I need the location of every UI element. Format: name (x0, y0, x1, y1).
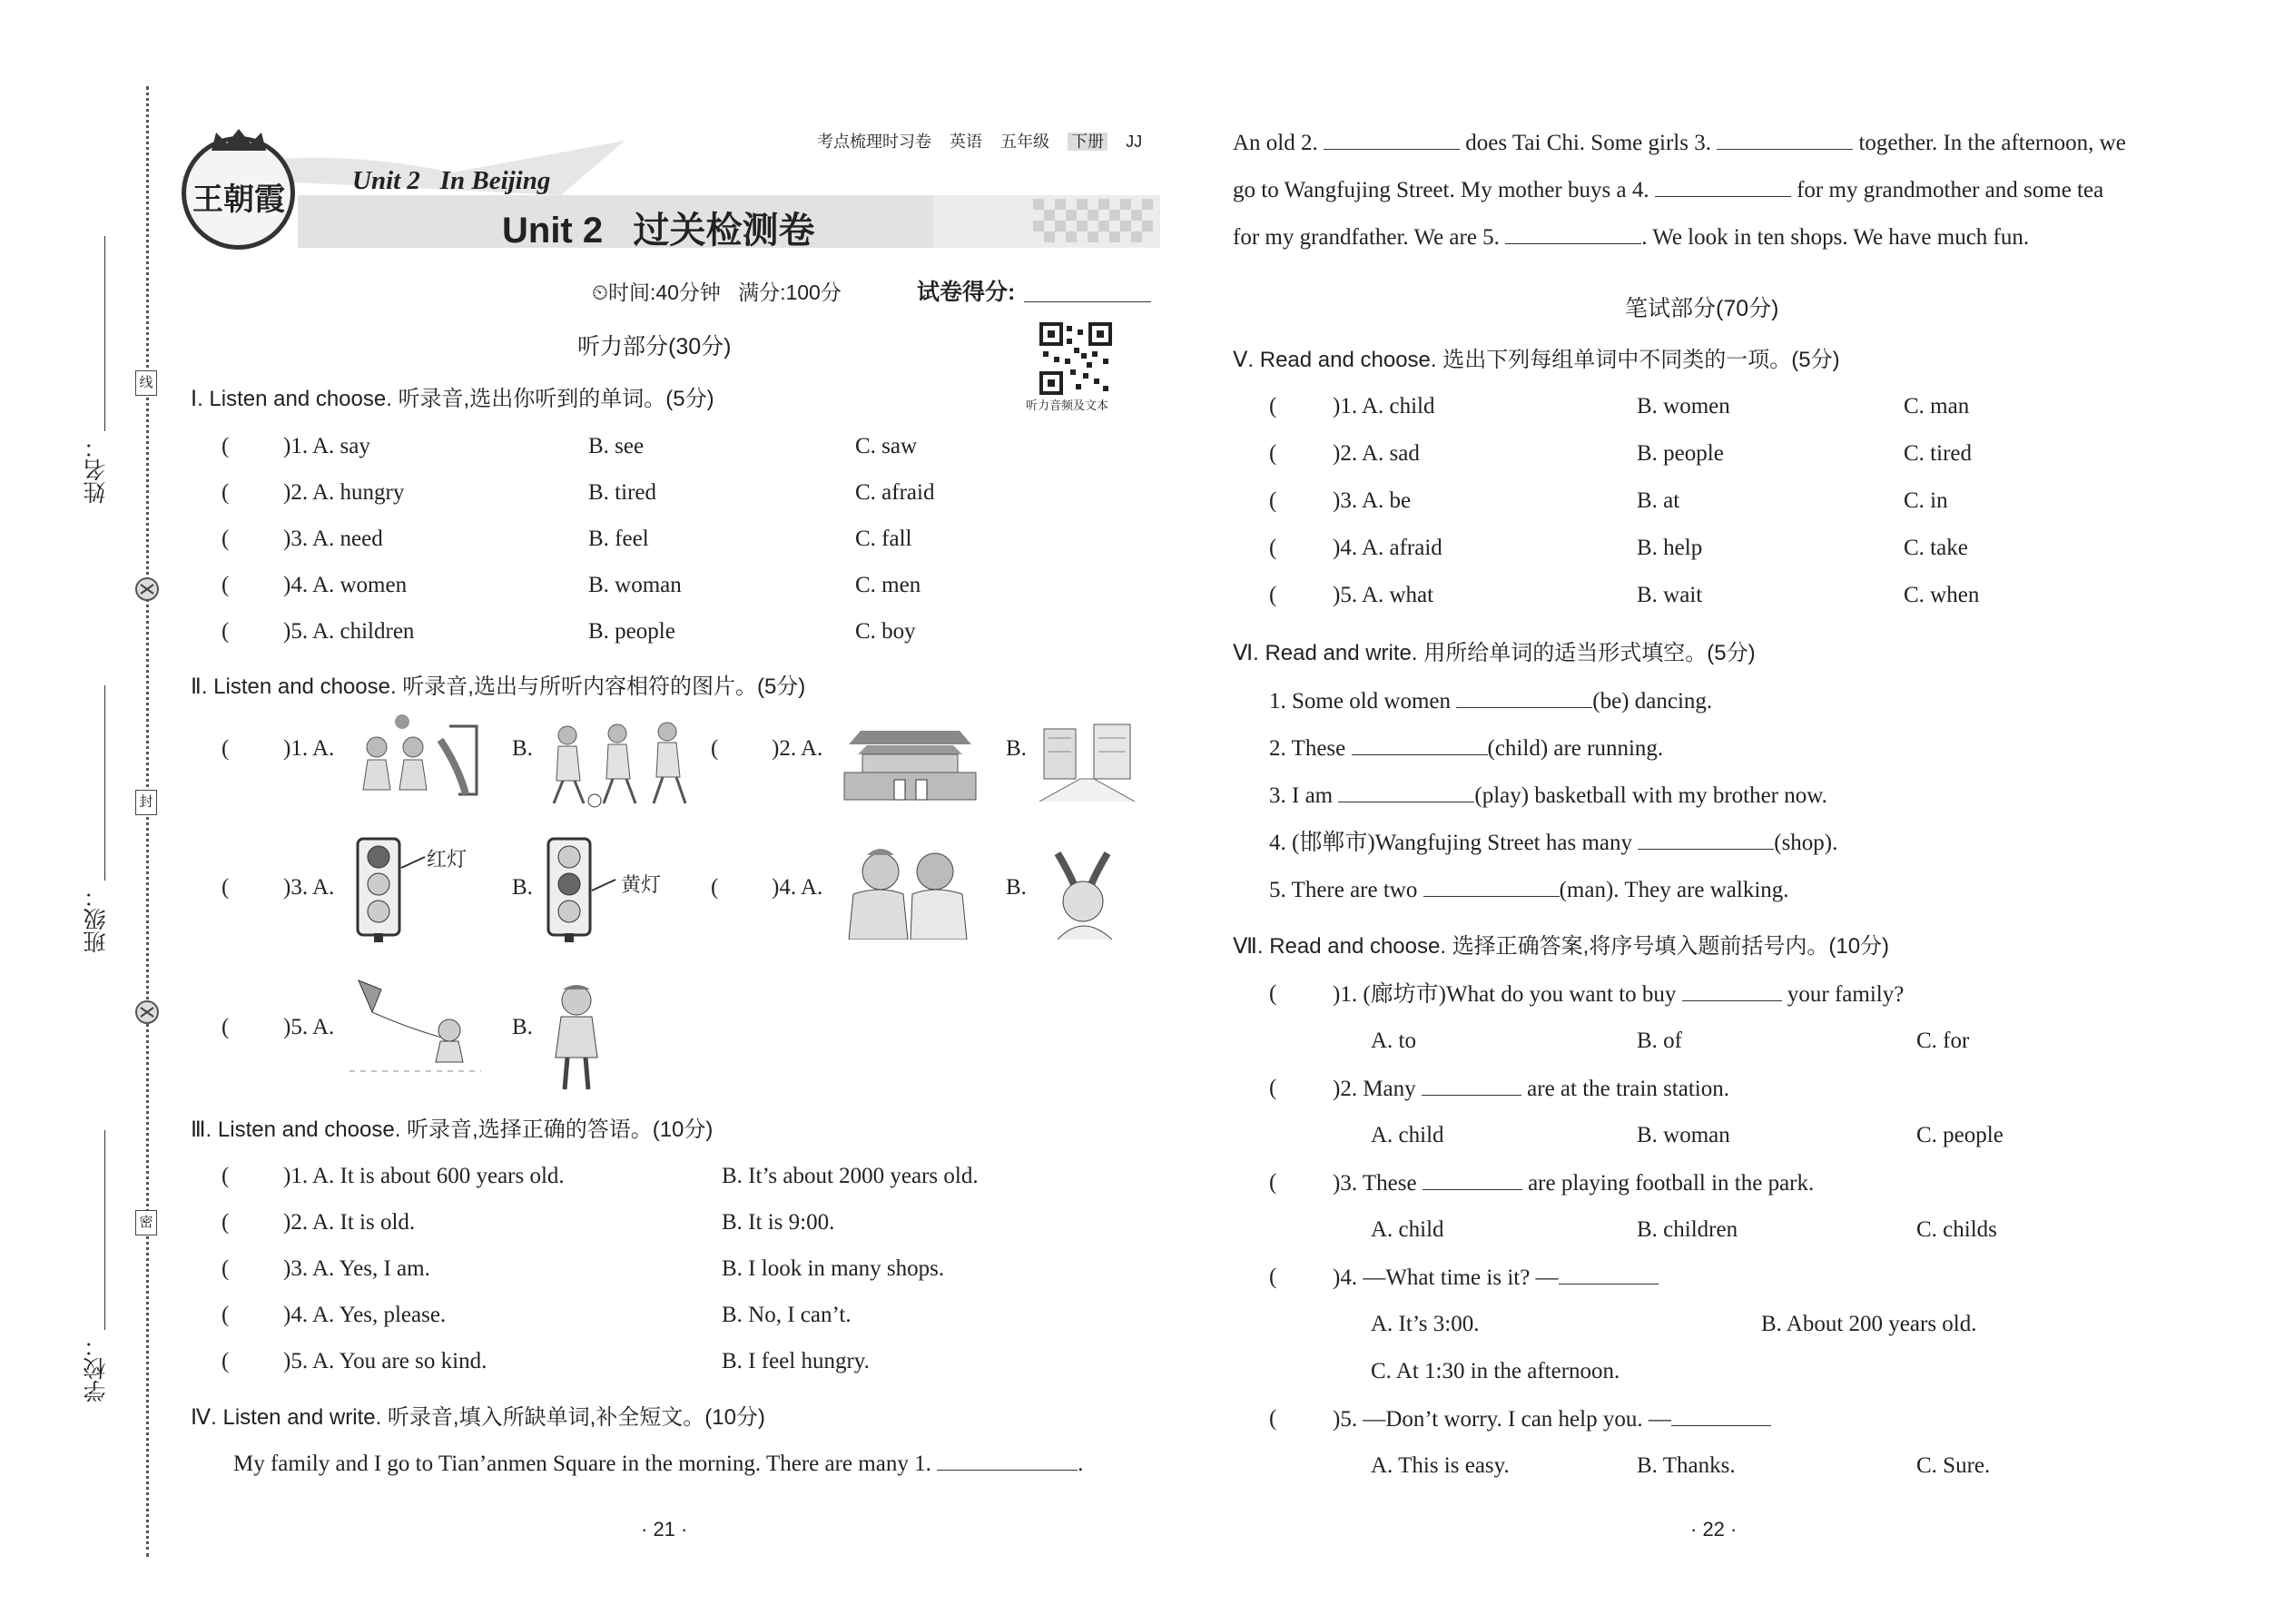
list-item: B. help (1637, 536, 1703, 560)
section2-title: Ⅱ. Listen and choose. 听录音,选出与所听内容相符的图片。(5分) (191, 674, 806, 699)
list-item: C. when (1904, 583, 1980, 607)
list-item: C. fall (855, 527, 912, 551)
list-item: )1. A. say (283, 434, 370, 458)
class-line (104, 685, 105, 881)
fill-item (1269, 829, 1837, 857)
option-c: C. Sure. (1916, 1453, 1991, 1478)
blank-field[interactable] (1456, 687, 1592, 708)
blank-field[interactable] (1505, 223, 1641, 244)
page-number-right: · 22 · (1690, 1518, 1738, 1540)
list-item: B. at (1637, 488, 1680, 513)
list-item: C. man (1904, 394, 1970, 418)
blank-field[interactable] (1324, 129, 1460, 150)
tiananmen-picture (840, 722, 980, 803)
question-stem: your family? (1787, 982, 1905, 1007)
option-c: C. for (1916, 1029, 1970, 1053)
binding-marker-mi: 密 (135, 1210, 157, 1235)
question-text (1333, 1264, 1659, 1292)
fill-item-text: (shop). (1774, 831, 1838, 855)
list-item: )2. A. It is old. (283, 1210, 416, 1235)
passage-text: does Tai Chi. Some girls 3. (1465, 131, 1711, 155)
question-stem: )5. —Don’t worry. I can help you. — (1333, 1407, 1671, 1432)
list-item: )5. A. children (283, 619, 415, 644)
answer-bracket[interactable]: ( (222, 1015, 230, 1039)
answer-bracket[interactable]: ( (222, 1164, 230, 1188)
scissors-icon (133, 999, 161, 1026)
passage-line (1233, 129, 2126, 157)
section6-title: Ⅵ. Read and write. 用所给单词的适当形式填空。(5分) (1233, 641, 1756, 665)
fill-item-text: (be) dancing. (1592, 689, 1713, 714)
passage-text: An old 2. (1233, 131, 1318, 155)
score-label: 试卷得分: (917, 280, 1016, 305)
name-label: 姓名： (84, 436, 109, 504)
answer-bracket[interactable]: ( (1269, 1406, 1277, 1431)
option-b: B. About 200 years old. (1761, 1312, 1977, 1336)
book-tag: 下册 (1068, 133, 1108, 151)
pointer-line-icon (590, 876, 617, 894)
fill-item-text: (play) basketball with my brother now. (1474, 783, 1827, 808)
passage-text: go to Wangfujing Street. My mother buys a 4. (1233, 178, 1649, 202)
question-stem: )4. —What time is it? — (1333, 1265, 1559, 1290)
blank-field[interactable] (1338, 782, 1474, 802)
option-c: C. people (1916, 1123, 2004, 1147)
fill-item-text: 1. Some old women (1269, 689, 1451, 714)
list-item: C. afraid (855, 480, 935, 505)
binding-marker-feng: 封 (135, 790, 157, 815)
fill-item (1269, 687, 1712, 715)
two-people-picture (840, 844, 976, 940)
passage-text: My family and I go to Tian’anmen Square in the morning. There are many 1. (233, 1452, 931, 1476)
list-item: C. men (855, 573, 921, 597)
girl-standing-picture (545, 980, 608, 1094)
list-item: )5. A. what (1333, 583, 1434, 607)
book-tag: JJ (1126, 133, 1143, 151)
fill-item-text: (child) are running. (1487, 736, 1664, 761)
blank-field[interactable] (1638, 829, 1774, 850)
list-item: )3. A. Yes, I am. (283, 1256, 430, 1281)
section3-title: Ⅲ. Listen and choose. 听录音,选择正确的答语。(10分) (191, 1117, 714, 1142)
option-a: A. child (1371, 1217, 1444, 1242)
answer-bracket[interactable]: ( (1269, 536, 1277, 560)
list-item: )3. A. need (283, 527, 383, 551)
question-stem: )2. Many (1333, 1077, 1416, 1101)
answer-bracket[interactable]: ( (1269, 1076, 1277, 1100)
option-a: A. This is easy. (1371, 1453, 1510, 1478)
girl-flying-kite-picture (350, 976, 481, 1076)
option-b: B. children (1637, 1217, 1738, 1242)
option-b: B. Thanks. (1637, 1453, 1736, 1478)
question-text (1333, 1169, 1814, 1197)
answer-bracket[interactable]: ( (1269, 981, 1277, 1006)
fill-item-text: 2. These (1269, 736, 1346, 761)
passage-text: for my grandmother and some tea (1797, 178, 2104, 202)
list-item: B. I feel hungry. (722, 1349, 870, 1373)
list-item: C. tired (1904, 441, 1972, 466)
section7-title: Ⅶ. Read and choose. 选择正确答案,将序号填入题前括号内。(10分) (1233, 934, 1890, 959)
passage-text: together. In the afternoon, we (1858, 131, 2126, 155)
list-item: )5. A. You are so kind. (283, 1349, 487, 1373)
page-number-left: · 21 · (641, 1518, 688, 1540)
option-a: A. child (1371, 1123, 1444, 1147)
school-label: 学校： (84, 1334, 109, 1403)
logo-text: 王朝霞 (192, 183, 285, 217)
answer-bracket[interactable]: ( (222, 736, 230, 761)
option-label: B. (1006, 736, 1027, 761)
question-stem: )1. (廊坊市)What do you want to buy (1333, 982, 1677, 1007)
passage-line (1233, 223, 2029, 251)
list-item: B. women (1637, 394, 1730, 418)
list-item: C. boy (855, 619, 916, 644)
list-item: B. feel (588, 527, 649, 551)
page-title: Unit 2 过关检测卷 (502, 211, 815, 251)
question-text (1333, 1075, 1729, 1103)
list-item: C. saw (855, 434, 918, 458)
list-item: B. woman (588, 573, 682, 597)
option-label: )5. A. (283, 1015, 335, 1039)
rabbit-picture (1039, 849, 1130, 940)
answer-bracket[interactable]: ( (222, 573, 230, 597)
time-info: ⏲时间:40分钟 满分:100分 (592, 281, 842, 304)
list-item: )4. A. women (283, 573, 408, 597)
question-text (1333, 980, 1904, 1009)
option-label: )4. A. (772, 875, 823, 900)
list-item: )1. A. It is about 600 years old. (283, 1164, 565, 1188)
option-label: B. (512, 875, 533, 900)
option-b: B. woman (1637, 1123, 1730, 1147)
option-label: )2. A. (772, 736, 823, 761)
answer-bracket[interactable]: ( (711, 875, 719, 900)
section4-title: Ⅳ. Listen and write. 听录音,填入所缺单词,补全短文。(10分) (191, 1405, 765, 1430)
list-item: B. It’s about 2000 years old. (722, 1164, 979, 1188)
pointer-line-icon (399, 853, 427, 871)
answer-bracket[interactable]: ( (222, 1303, 230, 1327)
question-stem: are at the train station. (1527, 1077, 1729, 1101)
blank-field[interactable] (1655, 176, 1791, 197)
list-item: )2. A. sad (1333, 441, 1420, 466)
option-a: A. It’s 3:00. (1371, 1312, 1480, 1336)
question-text (1333, 1405, 1771, 1433)
red-light-label: 红灯 (427, 848, 468, 871)
answer-bracket[interactable]: ( (1269, 1170, 1277, 1195)
book-tag: 英语 (950, 133, 983, 151)
binding-dotted-line (146, 86, 149, 1557)
list-item: )2. A. hungry (283, 480, 405, 505)
option-c: C. At 1:30 in the afternoon. (1371, 1359, 1620, 1383)
binding-marker-xian: 线 (135, 370, 157, 396)
list-item: B. people (588, 619, 675, 644)
answer-bracket[interactable]: ( (1269, 1265, 1277, 1289)
fill-item (1269, 734, 1663, 763)
listening-section-title: 听力部分(30分) (577, 334, 732, 359)
answer-bracket[interactable]: ( (222, 1349, 230, 1373)
answer-bracket[interactable]: ( (1269, 441, 1277, 466)
qr-code-icon[interactable] (1039, 322, 1112, 395)
book-tags (817, 129, 1142, 153)
passage-text: . We look in ten shops. We have much fun. (1641, 225, 2030, 250)
yellow-light-label: 黄灯 (621, 873, 662, 896)
book-tag: 五年级 (1000, 133, 1050, 151)
passage-line: My family and I go to Tian’anmen Square in the morning. There are many 1. . (233, 1452, 1084, 1476)
list-item: )4. A. afraid (1333, 536, 1442, 560)
fill-item (1269, 876, 1789, 904)
blank-field[interactable] (1717, 129, 1853, 150)
traffic-light-red-picture (354, 835, 409, 944)
writing-section-title: 笔试部分(70分) (1625, 296, 1779, 321)
crown-icon (207, 127, 271, 153)
fill-item-text: 4. (邯郸市)Wangfujing Street has many (1269, 831, 1632, 855)
option-c: C. childs (1916, 1217, 1997, 1242)
unit-subtitle: Unit 2 In Beijing (352, 166, 551, 195)
scissors-icon (133, 576, 161, 603)
blank-field[interactable] (1423, 876, 1560, 897)
list-item: B. No, I can’t. (722, 1303, 852, 1327)
answer-bracket[interactable]: ( (222, 434, 230, 458)
section5-title: Ⅴ. Read and choose. 选出下列每组单词中不同类的一项。(5分) (1233, 348, 1840, 372)
kids-football-picture (540, 717, 699, 808)
class-label: 班级： (84, 885, 109, 953)
blank-field[interactable] (1671, 1405, 1771, 1426)
blank-field[interactable] (1682, 980, 1782, 1001)
qr-caption: 听力音频及文本 (1026, 399, 1109, 412)
answer-bracket[interactable]: ( (1269, 583, 1277, 607)
list-item: C. take (1904, 536, 1968, 560)
answer-bracket[interactable]: ( (222, 480, 230, 505)
school-line (104, 1130, 105, 1330)
list-item: B. It is 9:00. (722, 1210, 835, 1235)
blank-field[interactable] (1559, 1264, 1659, 1284)
option-label: )3. A. (283, 875, 335, 900)
option-label: )1. A. (283, 736, 335, 761)
blank-field[interactable] (1423, 1169, 1522, 1190)
option-label: B. (512, 736, 533, 761)
passage-text: for my grandfather. We are 5. (1233, 225, 1500, 250)
option-b: B. of (1637, 1029, 1682, 1053)
fill-item-text: (man). They are walking. (1559, 878, 1789, 902)
answer-bracket[interactable]: ( (711, 736, 719, 761)
answer-bracket[interactable]: ( (222, 527, 230, 551)
answer-bracket[interactable]: ( (222, 1256, 230, 1281)
fill-item-text: 5. There are two (1269, 878, 1418, 902)
score-field[interactable] (1024, 301, 1151, 302)
fill-item (1269, 782, 1827, 810)
street-scene-picture (1039, 720, 1135, 806)
question-stem: are playing football in the park. (1528, 1171, 1815, 1196)
list-item: B. I look in many shops. (722, 1256, 945, 1281)
option-a: A. to (1371, 1029, 1416, 1053)
answer-bracket[interactable]: ( (222, 1210, 230, 1235)
list-item: )1. A. child (1333, 394, 1435, 418)
list-item: B. wait (1637, 583, 1703, 607)
book-tag: 考点梳理时习卷 (817, 133, 931, 151)
kids-basketball-picture (350, 713, 486, 803)
option-label: B. (512, 1015, 533, 1039)
answer-bracket[interactable]: ( (222, 619, 230, 644)
answer-bracket[interactable]: ( (1269, 488, 1277, 513)
section1-title: Ⅰ. Listen and choose. 听录音,选出你听到的单词。(5分) (191, 387, 714, 411)
list-item: B. see (588, 434, 645, 458)
list-item: C. in (1904, 488, 1948, 513)
list-item: )4. A. Yes, please. (283, 1303, 447, 1327)
question-stem: )3. These (1333, 1171, 1417, 1196)
option-label: B. (1006, 875, 1027, 900)
fill-item-text: 3. I am (1269, 783, 1334, 808)
passage-line (1233, 176, 2103, 204)
list-item: B. tired (588, 480, 656, 505)
list-item: B. people (1637, 441, 1724, 466)
list-item: )3. A. be (1333, 488, 1412, 513)
answer-bracket[interactable]: ( (1269, 394, 1277, 418)
name-line (104, 236, 105, 431)
blank-field[interactable] (937, 1450, 1078, 1471)
answer-bracket[interactable]: ( (222, 875, 230, 900)
blank-field[interactable] (1422, 1075, 1521, 1096)
blank-field[interactable] (1352, 734, 1488, 755)
